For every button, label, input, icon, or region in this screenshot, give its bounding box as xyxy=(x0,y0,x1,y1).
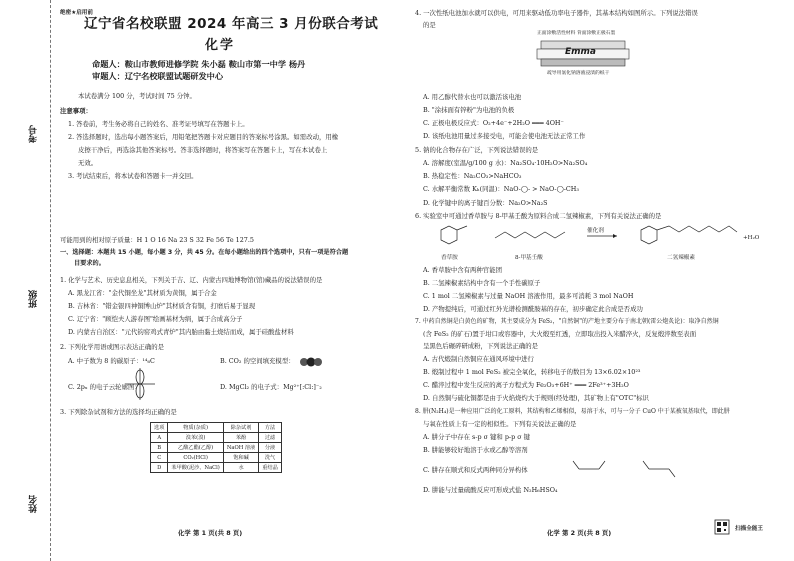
table-cell: C xyxy=(151,453,168,463)
q5-option: D. 化学键中的离子键百分数：Na₂O>Na₂S xyxy=(423,199,548,207)
table-cell: A xyxy=(151,433,168,443)
table-cell: NaOH 溶液 xyxy=(223,443,258,453)
table-cell: 水 xyxy=(223,463,258,473)
q2-option-b: B. CO₂ 的空间填充模型： xyxy=(220,357,295,365)
secret-mark: 绝密★启用前 xyxy=(60,10,93,16)
2px-orbital-diagram xyxy=(125,368,155,402)
table-cell: D xyxy=(151,463,168,473)
q1-option: D. 内蒙古自治区："元代钧窑鸡式青炉"其内胎由黏土烧结而成，属于硅酸盐材料 xyxy=(68,328,294,336)
table-cell: 乙酸乙酯(乙醇) xyxy=(168,443,223,453)
water-product-label: +H₂O xyxy=(743,235,760,241)
table-header: 物质(杂质) xyxy=(168,423,223,433)
table-cell: B xyxy=(151,443,168,453)
q4-option: D. 该纸电池用量过多接受电，可能会使电池无法正常工作 xyxy=(423,132,586,140)
battery-bottom-label: 疏导用氯化钠溶液浸渍的纸干 xyxy=(547,71,610,76)
q7-option: A. 古代煅制自然铜应在通风环境中进行 xyxy=(423,355,534,363)
subject-title: 化学 xyxy=(205,38,236,53)
table-cell: 苯甲酸(泥沙、NaCl) xyxy=(168,463,223,473)
question-6: 6. 实验室中可通过香草胺与 8-甲基壬酸为原料合成二氢辣椒素，下列有关说法正确的是 xyxy=(415,212,662,220)
right-page xyxy=(397,0,794,561)
question-2: 2. 下列化学用语或图示表达正确的是 xyxy=(60,343,164,351)
q8-option: C. 肼存在顺式和反式两种同分异构体 xyxy=(423,466,528,474)
page-footer-2: 化学 第 2 页(共 8 页) xyxy=(547,529,612,537)
table-row xyxy=(151,453,282,463)
question-4: 4. 一次性纸电池加水就可以供电，可用来驱动低功率电子器件，其基本结构如图所示。下列说法错误 xyxy=(415,9,698,17)
notice-item: 2. 答选择题时，选出每小题答案后，用铅笔把答题卡对应题目的答案标号涂黑。如需改动，用橡 xyxy=(68,133,339,141)
notice-item: 无效。 xyxy=(78,159,98,167)
binding-line xyxy=(50,0,51,561)
table-cell: CO₂(HCl) xyxy=(168,453,223,463)
battery-brand-label: Emma xyxy=(565,47,596,57)
exam-intro: 本试卷满分 100 分，考试时间 75 分钟。 xyxy=(78,92,196,100)
dihydrocapsaicin-label: 二氢辣椒素 xyxy=(667,255,695,261)
q8-option: D. 肼能与过量硫酸反应可形成式盐 N₂H₆HSO₄ xyxy=(423,486,558,494)
atomic-mass-line: 可能用到的相对原子质量：H 1 O 16 Na 23 S 32 Fe 56 Te 127.5 xyxy=(60,236,254,244)
reviewers-line: 审题人：辽宁名校联盟试题研发中心 xyxy=(92,71,224,81)
q8-option: B. 肼能够较好地溶于水或乙醇等溶剂 xyxy=(423,446,528,454)
q2-option-a: A. 中子数为 8 的碳原子：¹⁴₆C xyxy=(68,357,155,365)
q1-option: C. 辽宁省："顾恺夫人游春图"绘画基材为绢，属于合成高分子 xyxy=(68,315,243,323)
q8-option: A. 肼分子中存在 s-p σ 键和 p-p σ 键 xyxy=(423,433,530,441)
q5-option: B. 热稳定性：Na₂CO₃>NaHCO₃ xyxy=(423,172,522,180)
q1-option: B. 吉林省："错金银四神铜博山炉"其材质含有铜，打磨后易于显现 xyxy=(68,302,256,310)
q4-option: B. "涂抹面有锌粉"为电池的负极 xyxy=(423,106,515,114)
notice-item: 3. 考试结束后，将本试卷和答题卡一并交回。 xyxy=(68,172,198,180)
question-3: 3. 下列除杂试剂和方法的选择均正确的是 xyxy=(60,408,177,416)
question-8: 8. 肼(N₂H₄)是一种应用广泛的化工原料，其结构和乙烯相似，易溶于水，可与一分子 CuO 中于某被氧基取代，即此肼 xyxy=(415,408,730,415)
q5-option: C. 水解平衡常数 Kₕ(同温)：NaO-◯- > NaO-◯-CH₃ xyxy=(423,185,579,193)
table-cell: 溴苯(溴) xyxy=(168,433,223,443)
q6-option: B. 二氢辣椒素结构中含有一个手性碳原子 xyxy=(423,279,541,287)
methylnonanoic-acid-label: 8-甲基壬酸 xyxy=(515,255,543,261)
table-cell: 过滤 xyxy=(259,433,282,443)
page-footer-1: 化学 第 1 页(共 8 页) xyxy=(178,529,243,537)
q4-option: A. 用乙醇代替水也可以激活该电池 xyxy=(423,93,522,101)
qr-code-icon xyxy=(715,520,729,534)
table-header: 方法 xyxy=(259,423,282,433)
table-row xyxy=(151,433,282,443)
question-7: 7. 中药自然铜是白黄色的矿物，其主要成分为 FeS₂，"自然铜"的产地主要分布于南北朝(雷公炮炙论)：取净自然铜 xyxy=(415,318,719,325)
notice-item: 1. 答卷前，考生务必将自己的姓名、准考证号填写在答题卡上。 xyxy=(68,120,249,128)
q1-option: A. 黑龙江省："金代铜坐龙"其材质为黄铜，属于合金 xyxy=(68,289,217,297)
notice-item: 皮擦干净后，再选涂其他答案标号。答非选择题时，将答案写在答题卡上，写在本试卷上 xyxy=(78,146,328,154)
side-label-name: 姓名 xyxy=(29,495,39,513)
q2-option-d: D. MgCl₂ 的电子式：Mg²⁺[:Cl:]⁻₂ xyxy=(220,383,322,391)
battery-top-label: 正面涂敷活性材料 背面涂敷正极石墨 xyxy=(537,31,616,36)
table-cell: 苯酚 xyxy=(223,433,258,443)
vanillylamine-label: 香草胺 xyxy=(441,255,458,261)
table-header: 选项 xyxy=(151,423,168,433)
authors-line: 命题人：鞍山市教师进修学院 朱小磊 鞍山市第一中学 杨丹 xyxy=(92,59,306,69)
question-4-cont: 的是 xyxy=(423,21,436,29)
table-row xyxy=(151,443,282,453)
notice-heading: 注意事项： xyxy=(60,107,92,115)
table-cell: 重结晶 xyxy=(259,463,282,473)
purification-table xyxy=(150,422,282,473)
q2-option-c: C. 2pₓ 的电子云轮廓图： xyxy=(68,383,141,391)
table-cell: 分液 xyxy=(259,443,282,453)
side-label-exam-no: 考号 xyxy=(29,125,39,143)
q6-option: C. 1 mol 二氢辣椒素与过量 NaOH 溶液作用，最多可消耗 3 mol NaOH xyxy=(423,292,634,300)
catalyst-label: 催化剂 xyxy=(587,228,604,234)
table-header-row xyxy=(151,423,282,433)
scanner-watermark: 扫描全能王 xyxy=(735,526,763,532)
q7-option: D. 自然铜与硫化铜都是由于火焰烧灼大于规则(经处理)，其矿物上有"OTC"标识 xyxy=(423,394,649,402)
table-row xyxy=(151,463,282,473)
exam-title: 辽宁省名校联盟 2024 年高三 3 月份联合考试 xyxy=(84,16,379,32)
hydrazine-isomers-figure xyxy=(569,456,729,482)
q4-option: C. 正极电极反应式：O₂+4e⁻+2H₂O ═══ 4OH⁻ xyxy=(423,119,564,127)
section-heading-cont: 目要求的。 xyxy=(74,260,105,267)
q5-option: A. 溶解度(室温/g/100 g 水)：Na₂SO₄·10H₂O>Na₂SO₄ xyxy=(423,159,588,167)
side-label-class: 班级 xyxy=(29,290,39,308)
section-heading: 一、选择题：本题共 15 小题，每小题 3 分，共 45 分。在每小题给出的四个选项中，只有一项是符合题 xyxy=(60,249,349,256)
question-5: 5. 钠的化合物存在广泛，下列说法错误的是 xyxy=(415,146,539,154)
table-cell: 饱和碱 xyxy=(223,453,258,463)
co2-space-filling-model xyxy=(298,357,328,367)
q7-option: C. 醋淬过程中发生反应的离子方程式为 Fe₂O₃+6H⁺ ═══ 2Fe³⁺+3H₂O xyxy=(423,381,629,389)
question-7-cont: 呈黑色后碾碎研成粉，下列说法正确的是 xyxy=(423,342,539,350)
question-1: 1. 化学与艺术、历史息息相关，下列关于吉、辽、内蒙古四地博物馆(馆)藏品的说法错误的是 xyxy=(60,276,323,284)
q6-option: D. 产物提纯后，可通过红外光谱检测酰胺基的存在，初步确定此合成是否成功 xyxy=(423,305,643,313)
table-header: 除杂试剂 xyxy=(223,423,258,433)
table-cell: 洗气 xyxy=(259,453,282,463)
question-8-cont: 与氧在性质上有一定的相似性。下列有关说法正确的是 xyxy=(423,420,577,428)
q7-option: B. 煅制过程中 1 mol FeS₂ 被完全氧化，转移电子的数目为 13×6.02×10²³ xyxy=(423,368,641,376)
q6-option: A. 香草胺中含有两种官能团 xyxy=(423,266,502,274)
question-7-cont: (含 FeS₂ 的矿石)置于坩口或容器中，大火煅至红透，立即取出投入米醋淬火，反复煅淬数至表面 xyxy=(423,330,697,338)
